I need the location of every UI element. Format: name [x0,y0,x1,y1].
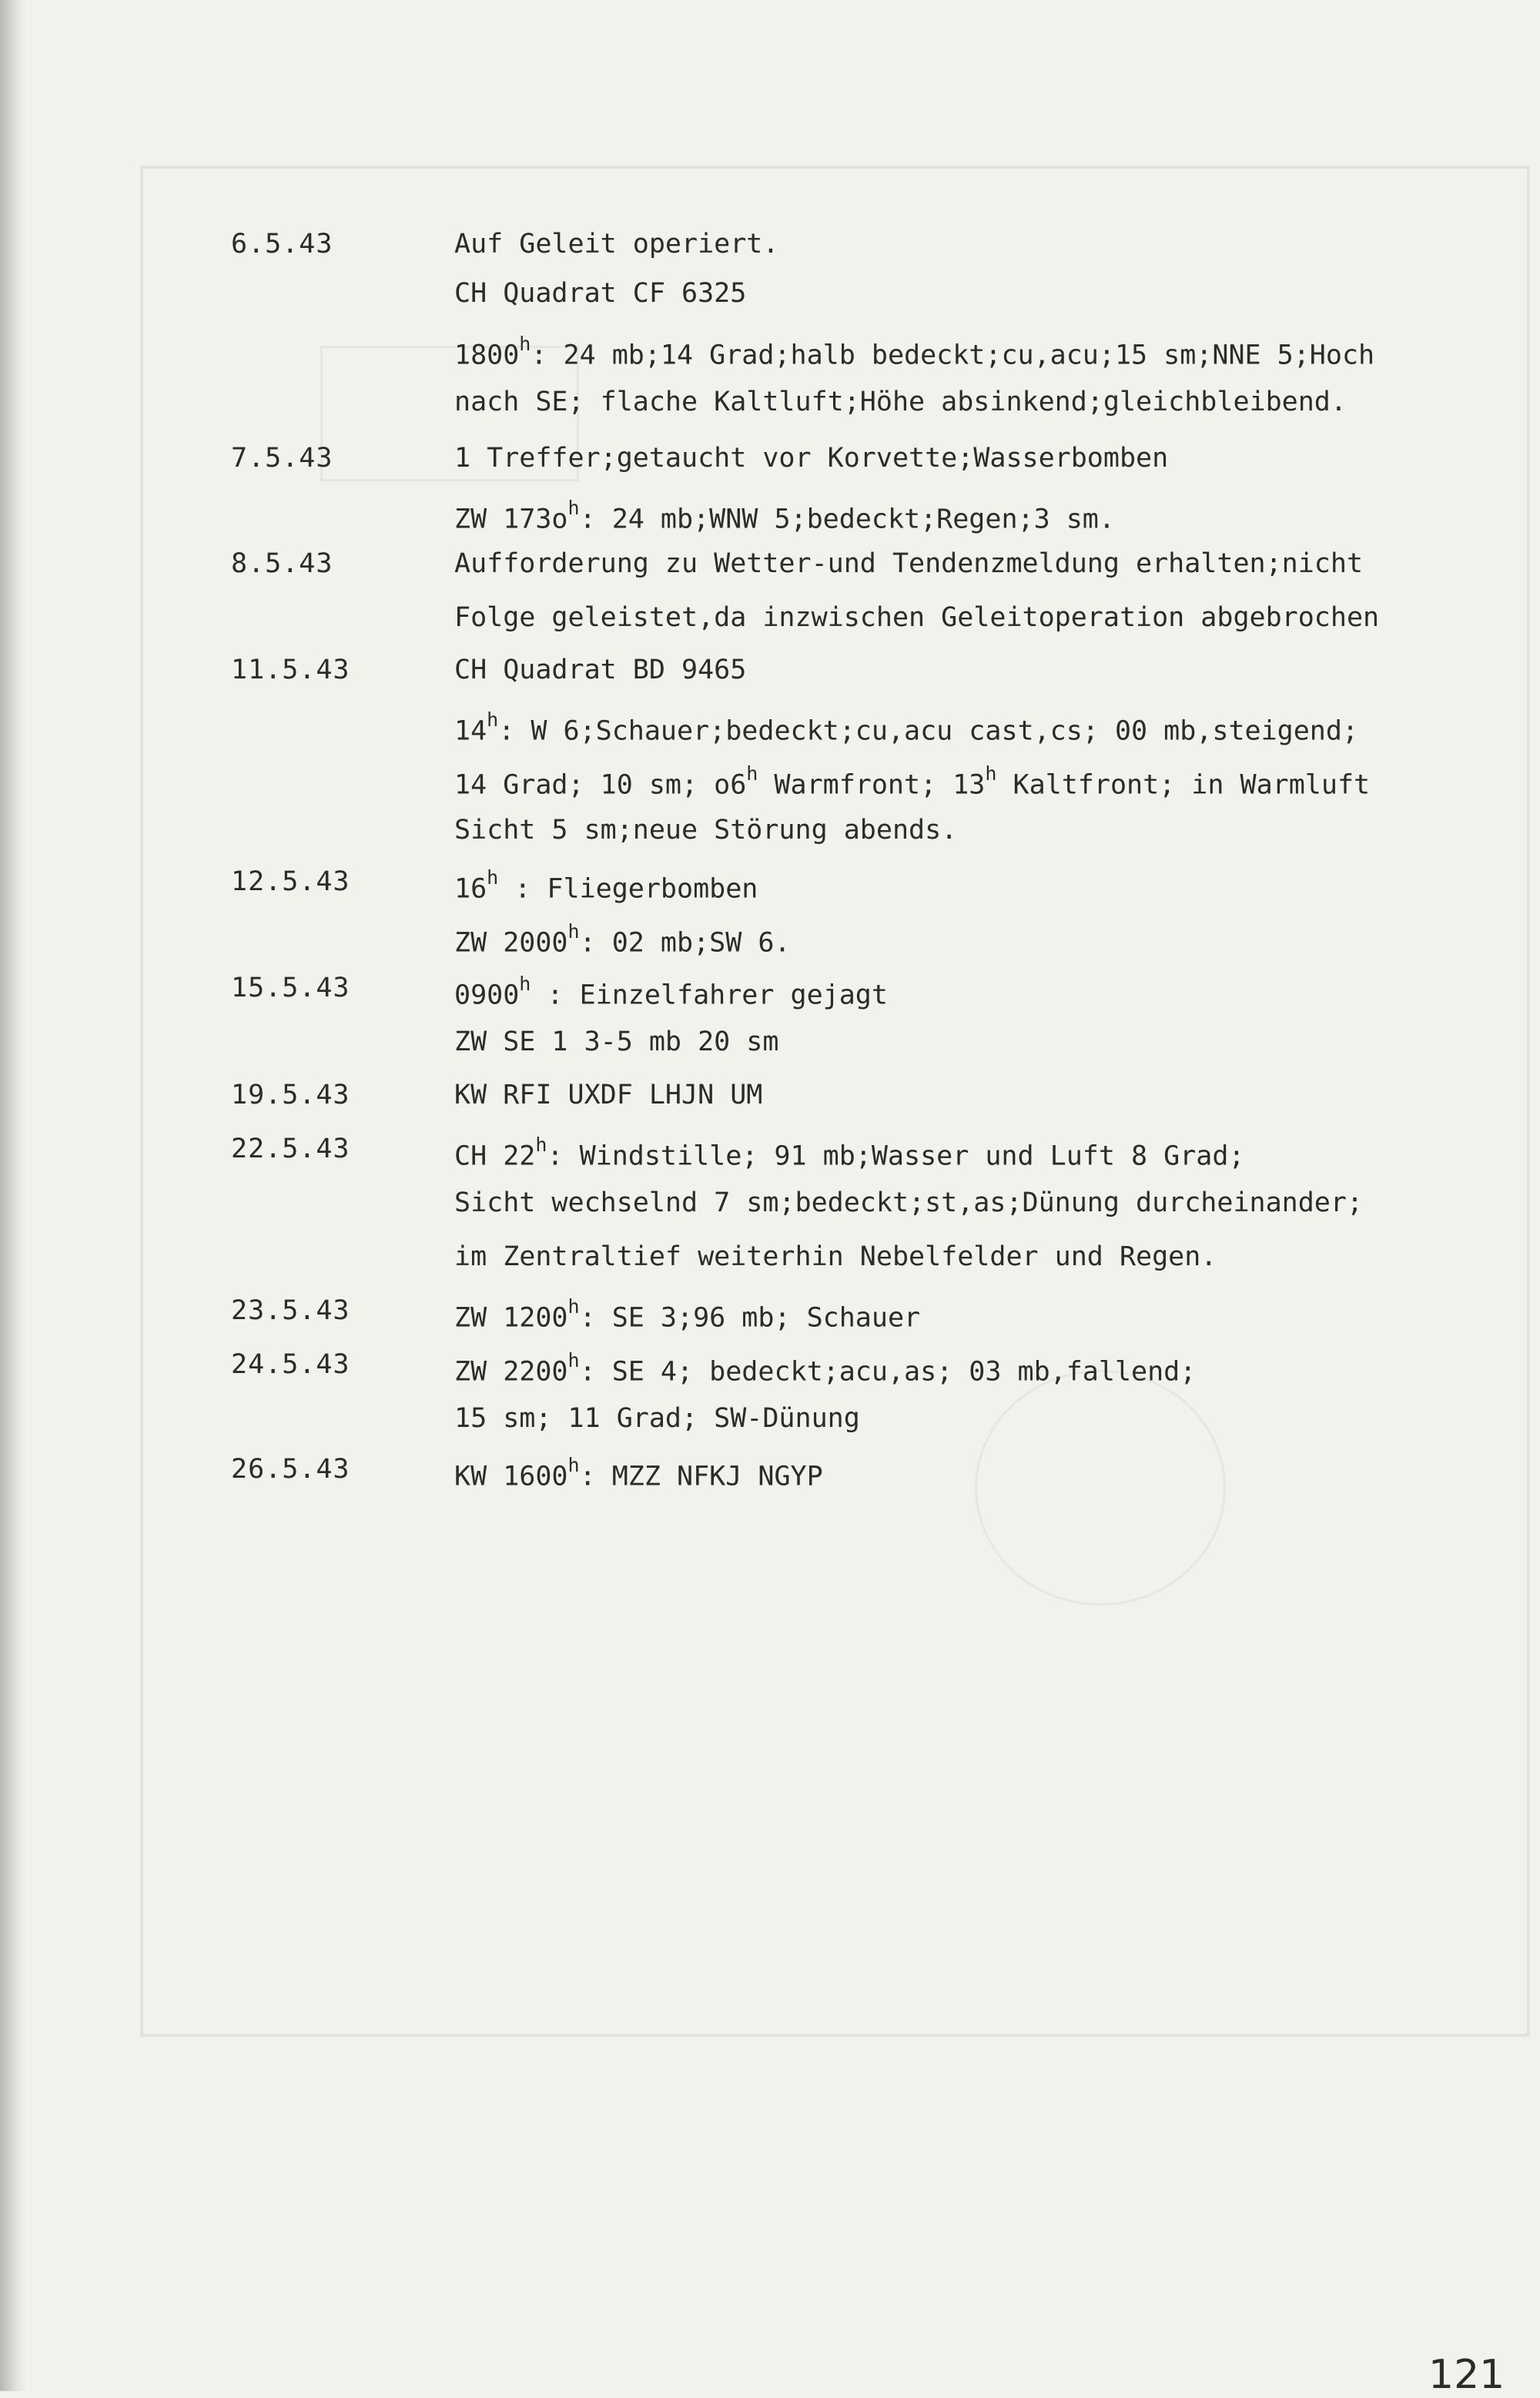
entry-line [454,708,1358,747]
line-segment: : Einzelfahrer gejagt [531,980,888,1011]
entry-line [454,1134,1245,1172]
entry-date: 7.5.43 [231,443,333,474]
entry-line [454,1454,823,1492]
line-segment: : 02 mb;SW 6. [579,927,791,959]
hour-superscript: h [567,1295,580,1318]
line-segment: : MZZ NFKJ NGYP [579,1461,823,1492]
entry-line [454,920,791,959]
line-segment: Kaltfront; in Warmluft [996,769,1371,801]
hour-superscript: h [985,762,997,785]
entry-line [454,866,758,905]
entry-date: 8.5.43 [231,548,333,579]
line-segment: : SE 4; bedeckt;acu,as; 03 mb,fallend; [579,1356,1197,1388]
entry-date: 24.5.43 [231,1349,350,1380]
entry-line: CH Quadrat BD 9465 [454,655,747,685]
hour-superscript: h [746,762,758,785]
line-segment: 14 Grad; 10 sm; o6 [454,769,747,801]
entry-line: CH Quadrat CF 6325 [454,278,747,309]
entry-line: Sicht wechselnd 7 sm;bedeckt;st,as;Dünung durcheinander; [454,1187,1364,1218]
hour-superscript: h [567,497,580,519]
entry-date: 22.5.43 [231,1134,350,1164]
entry-line [454,762,1370,801]
line-segment: ZW 2000 [454,927,568,959]
hour-superscript: h [535,1134,547,1156]
line-segment: : 24 mb;14 Grad;halb bedeckt;cu,acu;15 sm;NNE 5;Hoch [531,340,1375,371]
line-segment: CH 22 [454,1140,536,1172]
line-segment: 14 [454,715,487,747]
entry-line [454,1349,1196,1388]
line-segment: 16 [454,873,487,905]
hour-superscript: h [519,333,531,355]
entry-date: 19.5.43 [231,1080,350,1110]
entry-line: ZW SE 1 3-5 mb 20 sm [454,1027,779,1057]
hour-superscript: h [487,708,499,731]
hour-superscript: h [567,920,580,943]
hour-superscript: h [567,1454,580,1476]
entry-line: 15 sm; 11 Grad; SW-Dünung [454,1403,860,1434]
page-number: 121 [1428,2352,1505,2398]
line-segment: ZW 2200 [454,1356,568,1388]
entry-line [454,1295,920,1334]
line-segment: : Fliegerbomben [498,873,758,905]
entry-line: 1 Treffer;getaucht vor Korvette;Wasserbomben [454,443,1169,474]
line-segment: : Windstille; 91 mb;Wasser und Luft 8 Grad; [547,1140,1245,1172]
line-segment: 0900 [454,980,520,1011]
entry-date: 26.5.43 [231,1454,350,1485]
entry-date: 11.5.43 [231,655,350,685]
line-segment: 1800 [454,340,520,371]
entry-date: 23.5.43 [231,1295,350,1326]
line-segment: KW 1600 [454,1461,568,1492]
entry-line [454,973,888,1011]
hour-superscript: h [519,973,531,995]
entry-line: nach SE; flache Kaltluft;Höhe absinkend;gleichbleibend. [454,387,1347,417]
line-segment: ZW 1200 [454,1302,568,1334]
hour-superscript: h [487,866,499,889]
entry-line: Folge geleistet,da inzwischen Geleitoperation abgebrochen [454,602,1380,633]
entry-date: 6.5.43 [231,229,333,260]
entry-line [454,333,1374,371]
entry-date: 15.5.43 [231,973,350,1003]
hour-superscript: h [567,1349,580,1371]
entry-line [454,497,1115,535]
entry-line: Aufforderung zu Wetter-und Tendenzmeldung erhalten;nicht [454,548,1364,579]
line-segment: : W 6;Schauer;bedeckt;cu,acu cast,cs; 00 mb,steigend; [498,715,1359,747]
entry-date: 12.5.43 [231,866,350,897]
entry-line: Auf Geleit operiert. [454,229,779,260]
line-segment: Warmfront; 13 [758,769,986,801]
entry-line: KW RFI UXDF LHJN UM [454,1080,763,1110]
entry-line: im Zentraltief weiterhin Nebelfelder und Regen. [454,1241,1217,1272]
line-segment: : SE 3;96 mb; Schauer [579,1302,921,1334]
line-segment: ZW 173o [454,504,568,535]
line-segment: : 24 mb;WNW 5;bedeckt;Regen;3 sm. [579,504,1115,535]
entry-line: Sicht 5 sm;neue Störung abends. [454,815,958,846]
